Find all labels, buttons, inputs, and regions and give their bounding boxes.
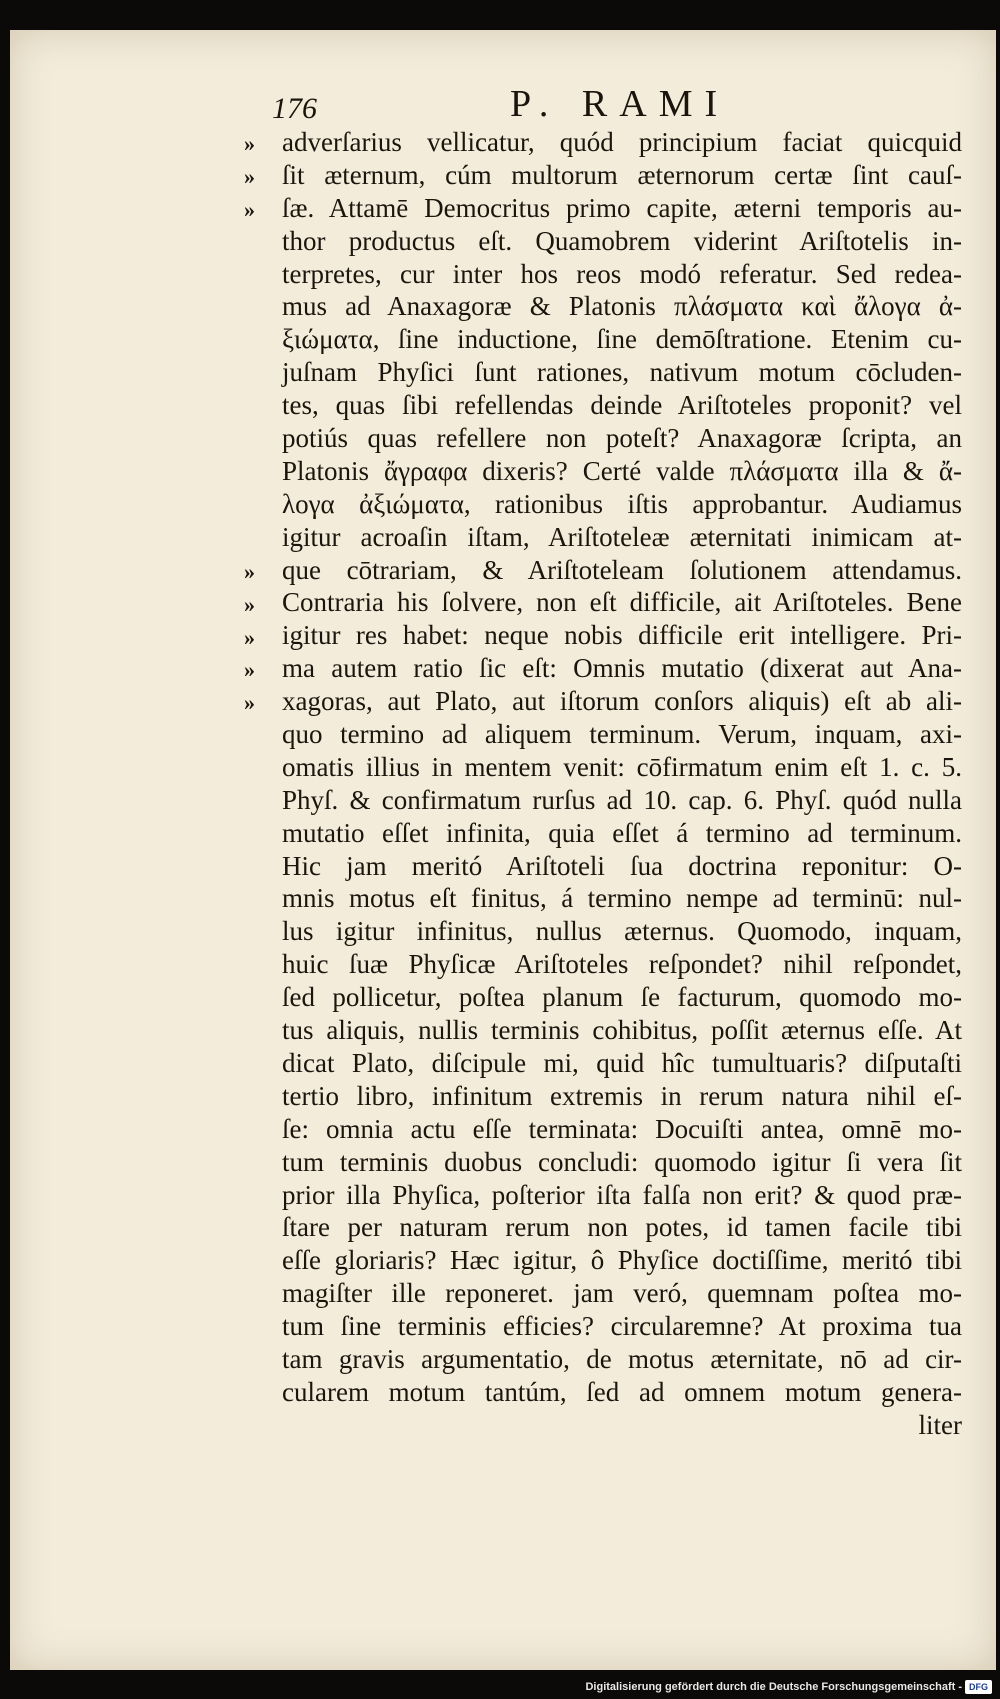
dfg-logo: DFG	[965, 1680, 992, 1694]
text-line: ſtare per naturam rerum non potes, id tamen facile tibi	[282, 1212, 962, 1243]
text-line: tus aliquis, nullis terminis cohibitus, poſſit æternus eſſe. At	[282, 1015, 962, 1046]
text-line: adverſarius vellicatur, quód principium faciat quicquid	[282, 127, 962, 157]
page-number: 176	[272, 92, 317, 125]
quote-mark: »	[244, 196, 255, 222]
quote-mark: »	[244, 163, 255, 189]
text-line: dicat Plato, diſcipule mi, quid hîc tumultuaris? diſputaſti	[282, 1047, 962, 1078]
text-line: prior illa Phyſica, poſterior iſta falſa non erit? & quod præ-	[282, 1179, 962, 1210]
text-line: terpretes, cur inter hos reos modó referatur. Sed redea-	[282, 258, 962, 289]
text-line: tum ſine terminis efficies? circularemne? At proxima tua	[282, 1311, 962, 1342]
text-line: Hic jam meritó Ariſtoteli ſua doctrina reponitur: O-	[282, 850, 962, 881]
quote-mark: »	[244, 558, 255, 584]
digitization-credit: Digitalisierung gefördert durch die Deutsche Forschungsgemeinschaft -	[585, 1681, 962, 1693]
text-line: igitur acroaſin iſtam, Ariſtoteleæ æternitati inimicam at-	[282, 521, 962, 552]
text-line: ſæ. Attamē Democritus primo capite, æterni temporis au-	[282, 192, 962, 223]
text-line: tertio libro, infinitum extremis in rerum natura nihil eſ-	[282, 1080, 962, 1111]
text-line: magiſter ille reponeret. jam veró, quemnam poſtea mo-	[282, 1278, 962, 1309]
quote-mark: »	[244, 624, 255, 650]
text-line: omatis illius in mentem venit: cōfirmatum enim eſt 1. c. 5.	[282, 751, 962, 782]
text-line: lus igitur infinitus, nullus æternus. Quomodo, inquam,	[282, 916, 962, 947]
text-line: igitur res habet: neque nobis difficile erit intelligere. Pri-	[282, 620, 962, 651]
text-line: mutatio eſſet infinita, quia eſſet á termino ad terminum.	[282, 817, 962, 848]
text-line: ſed pollicetur, poſtea planum ſe facturum, quomodo mo-	[282, 982, 962, 1013]
text-line: liter	[918, 1409, 962, 1440]
text-line: ξιώματα, ſine inductione, ſine demōſtratione. Etenim cu-	[282, 324, 962, 355]
text-line: tam gravis argumentatio, de motus æternitate, nō ad cir-	[282, 1343, 962, 1374]
text-line: ſit æternum, cúm multorum æternorum certæ ſint cauſ-	[282, 159, 962, 190]
quote-mark: »	[244, 690, 255, 716]
text-line: Platonis ἄγραφα dixeris? Certé valde πλάσματα illa & ἄ-	[282, 455, 962, 486]
text-line: ma autem ratio ſic eſt: Omnis mutatio (dixerat aut Ana-	[282, 653, 962, 684]
running-head: P. RAMI	[510, 83, 730, 125]
text-line: Contraria his ſolvere, non eſt difficile, ait Ariſtoteles. Bene	[282, 587, 962, 618]
text-line: Phyſ. & confirmatum rurſus ad 10. cap. 6. Phyſ. quód nulla	[282, 784, 962, 815]
text-line: tes, quas ſibi refellendas deinde Ariſtoteles proponit? vel	[282, 390, 962, 421]
text-line: quo termino ad aliquem terminum. Verum, inquam, axi-	[282, 719, 962, 750]
text-line: cularem motum tantúm, ſed ad omnem motum genera-	[282, 1376, 962, 1407]
text-line: mus ad Anaxagoræ & Platonis πλάσματα καὶ ἄλογα ἀ-	[282, 291, 962, 322]
text-line: λογα ἀξιώματα, rationibus iſtis approbantur. Audiamus	[282, 488, 962, 519]
text-line: mnis motus eſt finitus, á termino nempe ad terminū: nul-	[282, 883, 962, 914]
text-line: tum terminis duobus concludi: quomodo igitur ſi vera ſit	[282, 1146, 962, 1177]
text-line: que cōtrariam, & Ariſtoteleam ſolutionem attendamus.	[282, 554, 962, 585]
body-text	[282, 126, 962, 1442]
text-line: xagoras, aut Plato, aut iſtorum conſors aliquis) eſt ab ali-	[282, 686, 962, 717]
text-line: ſe: omnia actu eſſe terminata: Docuiſti antea, omnē mo-	[282, 1113, 962, 1144]
text-line: eſſe gloriaris? Hæc igitur, ô Phyſice doctiſſime, meritó tibi	[282, 1245, 962, 1276]
text-line: juſnam Phyſici ſunt rationes, nativum motum cōcluden-	[282, 357, 962, 388]
quote-mark: »	[244, 131, 255, 156]
quote-mark: »	[244, 657, 255, 683]
quote-mark: »	[244, 591, 255, 617]
text-line: huic ſuæ Phyſicæ Ariſtoteles reſpondet? nihil reſpondet,	[282, 949, 962, 980]
text-line: potiús quas refellere non poteſt? Anaxagoræ ſcripta, an	[282, 423, 962, 454]
text-line: thor productus eſt. Quamobrem viderint Ariſtotelis in-	[282, 225, 962, 256]
footer-band	[0, 1670, 1000, 1699]
